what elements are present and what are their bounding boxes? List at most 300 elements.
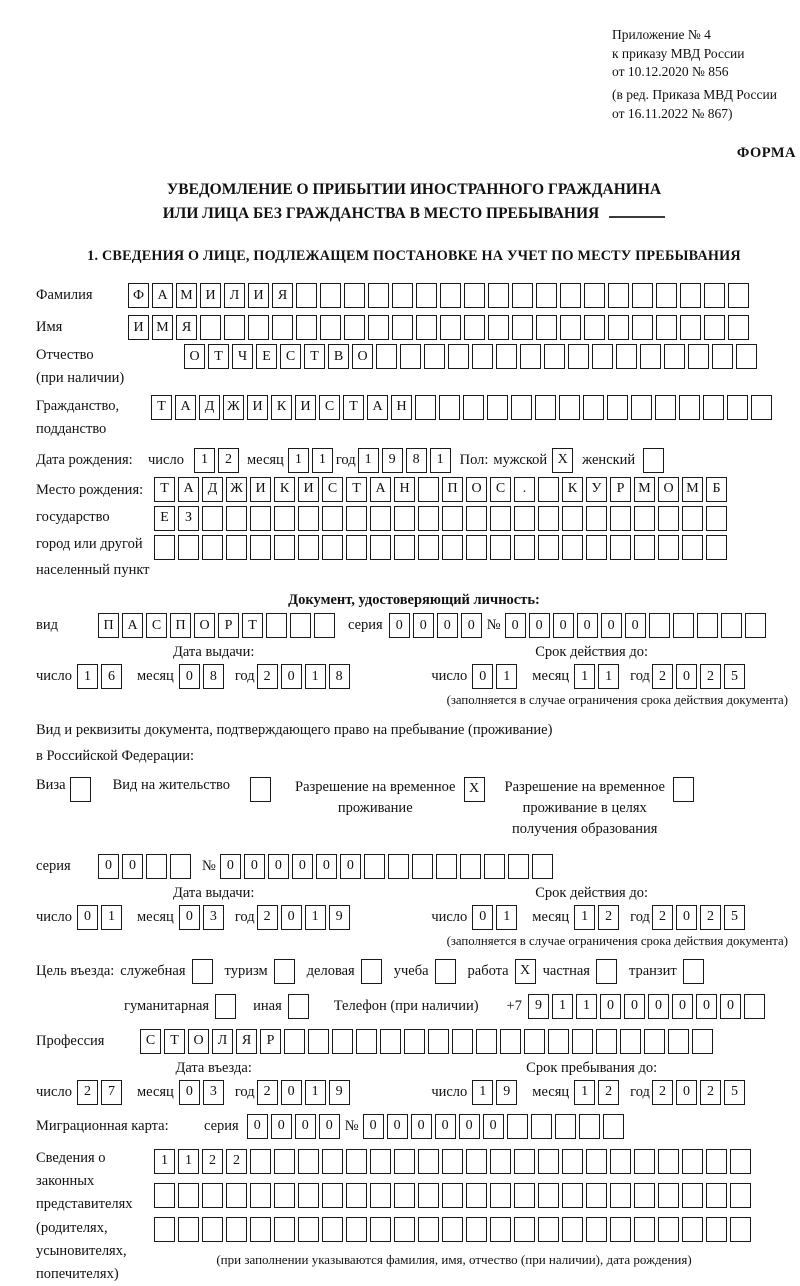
- form-cell[interactable]: [514, 535, 535, 560]
- form-cell[interactable]: 0: [179, 905, 200, 930]
- form-cell[interactable]: 2: [598, 1080, 619, 1105]
- form-cell[interactable]: [356, 1029, 377, 1054]
- form-cell[interactable]: [320, 283, 341, 308]
- form-cell[interactable]: [322, 1183, 343, 1208]
- form-cell[interactable]: 0: [363, 1114, 384, 1139]
- form-cell[interactable]: 0: [437, 613, 458, 638]
- form-cell[interactable]: 1: [154, 1149, 175, 1174]
- form-cell[interactable]: [680, 283, 701, 308]
- form-cell[interactable]: 3: [203, 905, 224, 930]
- form-cell[interactable]: [548, 1029, 569, 1054]
- form-cell[interactable]: 1: [496, 905, 517, 930]
- form-cell[interactable]: 1: [358, 448, 379, 473]
- form-cell[interactable]: 9: [382, 448, 403, 473]
- form-cell[interactable]: [514, 1149, 535, 1174]
- form-cell[interactable]: [288, 994, 309, 1019]
- form-cell[interactable]: 2: [257, 664, 278, 689]
- form-cell[interactable]: Т: [304, 344, 325, 369]
- form-cell[interactable]: [308, 1029, 329, 1054]
- form-cell[interactable]: [380, 1029, 401, 1054]
- form-cell[interactable]: Я: [236, 1029, 257, 1054]
- form-cell[interactable]: 0: [319, 1114, 340, 1139]
- form-cell[interactable]: 0: [295, 1114, 316, 1139]
- form-cell[interactable]: [170, 854, 191, 879]
- form-cell[interactable]: [680, 315, 701, 340]
- form-cell[interactable]: [466, 1183, 487, 1208]
- form-cell[interactable]: [632, 283, 653, 308]
- form-cell[interactable]: [656, 283, 677, 308]
- form-cell[interactable]: [250, 1217, 271, 1242]
- form-cell[interactable]: 0: [268, 854, 289, 879]
- form-cell[interactable]: [487, 395, 508, 420]
- form-cell[interactable]: [442, 535, 463, 560]
- form-cell[interactable]: [655, 395, 676, 420]
- form-cell[interactable]: К: [274, 477, 295, 502]
- form-cell[interactable]: [202, 506, 223, 531]
- form-cell[interactable]: [544, 344, 565, 369]
- form-cell[interactable]: [610, 1149, 631, 1174]
- form-cell[interactable]: [490, 1183, 511, 1208]
- form-cell[interactable]: 1: [305, 664, 326, 689]
- form-cell[interactable]: [418, 506, 439, 531]
- form-cell[interactable]: [608, 283, 629, 308]
- form-cell[interactable]: 0: [122, 854, 143, 879]
- form-cell[interactable]: [250, 1183, 271, 1208]
- form-cell[interactable]: [538, 1183, 559, 1208]
- form-cell[interactable]: [632, 315, 653, 340]
- form-cell[interactable]: [370, 1183, 391, 1208]
- form-cell[interactable]: 0: [483, 1114, 504, 1139]
- form-cell[interactable]: X: [464, 777, 485, 802]
- form-cell[interactable]: [435, 959, 456, 984]
- form-cell[interactable]: М: [152, 315, 173, 340]
- form-cell[interactable]: [692, 1029, 713, 1054]
- form-cell[interactable]: [520, 344, 541, 369]
- form-cell[interactable]: [658, 1183, 679, 1208]
- form-cell[interactable]: [226, 1183, 247, 1208]
- form-cell[interactable]: [679, 395, 700, 420]
- form-cell[interactable]: [658, 1217, 679, 1242]
- form-cell[interactable]: 2: [202, 1149, 223, 1174]
- form-cell[interactable]: 0: [292, 854, 313, 879]
- form-cell[interactable]: [586, 506, 607, 531]
- form-cell[interactable]: [649, 613, 670, 638]
- form-cell[interactable]: [250, 777, 271, 802]
- form-cell[interactable]: [532, 854, 553, 879]
- form-cell[interactable]: X: [552, 448, 573, 473]
- form-cell[interactable]: И: [247, 395, 268, 420]
- form-cell[interactable]: 0: [411, 1114, 432, 1139]
- form-cell[interactable]: [314, 613, 335, 638]
- form-cell[interactable]: [538, 535, 559, 560]
- form-cell[interactable]: 9: [329, 905, 350, 930]
- form-cell[interactable]: И: [295, 395, 316, 420]
- form-cell[interactable]: [464, 315, 485, 340]
- form-cell[interactable]: [274, 535, 295, 560]
- form-cell[interactable]: 2: [226, 1149, 247, 1174]
- form-cell[interactable]: [730, 1183, 751, 1208]
- form-cell[interactable]: [440, 315, 461, 340]
- form-cell[interactable]: 0: [435, 1114, 456, 1139]
- form-cell[interactable]: [298, 535, 319, 560]
- form-cell[interactable]: [616, 344, 637, 369]
- form-cell[interactable]: [560, 315, 581, 340]
- form-cell[interactable]: [514, 506, 535, 531]
- form-cell[interactable]: 0: [720, 994, 741, 1019]
- form-cell[interactable]: Т: [346, 477, 367, 502]
- form-cell[interactable]: 1: [288, 448, 309, 473]
- form-cell[interactable]: [442, 506, 463, 531]
- form-cell[interactable]: Ж: [226, 477, 247, 502]
- form-cell[interactable]: [394, 506, 415, 531]
- form-cell[interactable]: [727, 395, 748, 420]
- form-cell[interactable]: [418, 1217, 439, 1242]
- form-cell[interactable]: [631, 395, 652, 420]
- form-cell[interactable]: 0: [696, 994, 717, 1019]
- form-cell[interactable]: [607, 395, 628, 420]
- form-cell[interactable]: [682, 1183, 703, 1208]
- form-cell[interactable]: 2: [652, 905, 673, 930]
- form-cell[interactable]: Т: [154, 477, 175, 502]
- form-cell[interactable]: [346, 535, 367, 560]
- form-cell[interactable]: С: [146, 613, 167, 638]
- form-cell[interactable]: [586, 535, 607, 560]
- form-cell[interactable]: [514, 1183, 535, 1208]
- form-cell[interactable]: 0: [179, 1080, 200, 1105]
- form-cell[interactable]: [274, 1149, 295, 1174]
- form-cell[interactable]: [392, 283, 413, 308]
- form-cell[interactable]: 1: [312, 448, 333, 473]
- form-cell[interactable]: [368, 315, 389, 340]
- form-cell[interactable]: 0: [247, 1114, 268, 1139]
- form-cell[interactable]: 1: [576, 994, 597, 1019]
- form-cell[interactable]: П: [170, 613, 191, 638]
- form-cell[interactable]: [490, 1217, 511, 1242]
- form-cell[interactable]: Е: [154, 506, 175, 531]
- form-cell[interactable]: Р: [218, 613, 239, 638]
- form-cell[interactable]: [290, 613, 311, 638]
- form-cell[interactable]: 0: [340, 854, 361, 879]
- form-cell[interactable]: [682, 506, 703, 531]
- form-cell[interactable]: С: [280, 344, 301, 369]
- form-cell[interactable]: [596, 959, 617, 984]
- form-cell[interactable]: [418, 1149, 439, 1174]
- form-cell[interactable]: [298, 1183, 319, 1208]
- form-cell[interactable]: 5: [724, 1080, 745, 1105]
- form-cell[interactable]: 0: [281, 905, 302, 930]
- form-cell[interactable]: [682, 535, 703, 560]
- form-cell[interactable]: И: [250, 477, 271, 502]
- form-cell[interactable]: [610, 506, 631, 531]
- form-cell[interactable]: 0: [672, 994, 693, 1019]
- form-cell[interactable]: [507, 1114, 528, 1139]
- form-cell[interactable]: [586, 1149, 607, 1174]
- form-cell[interactable]: [70, 777, 91, 802]
- form-cell[interactable]: 0: [77, 905, 98, 930]
- form-cell[interactable]: [388, 854, 409, 879]
- form-cell[interactable]: [466, 1217, 487, 1242]
- form-cell[interactable]: [442, 1183, 463, 1208]
- form-cell[interactable]: 5: [724, 905, 745, 930]
- form-cell[interactable]: [620, 1029, 641, 1054]
- form-cell[interactable]: [472, 344, 493, 369]
- form-cell[interactable]: [154, 535, 175, 560]
- form-cell[interactable]: [250, 535, 271, 560]
- form-cell[interactable]: [364, 854, 385, 879]
- form-cell[interactable]: [224, 315, 245, 340]
- form-cell[interactable]: М: [682, 477, 703, 502]
- form-cell[interactable]: [511, 395, 532, 420]
- form-cell[interactable]: О: [352, 344, 373, 369]
- form-cell[interactable]: З: [178, 506, 199, 531]
- form-cell[interactable]: 6: [101, 664, 122, 689]
- form-cell[interactable]: А: [122, 613, 143, 638]
- form-cell[interactable]: 0: [244, 854, 265, 879]
- form-cell[interactable]: [466, 1149, 487, 1174]
- form-cell[interactable]: [202, 1217, 223, 1242]
- form-cell[interactable]: Б: [706, 477, 727, 502]
- form-cell[interactable]: [706, 535, 727, 560]
- form-cell[interactable]: [562, 1217, 583, 1242]
- form-cell[interactable]: [538, 1149, 559, 1174]
- form-cell[interactable]: [683, 959, 704, 984]
- form-cell[interactable]: [562, 535, 583, 560]
- form-cell[interactable]: [706, 1217, 727, 1242]
- form-cell[interactable]: 9: [329, 1080, 350, 1105]
- form-cell[interactable]: 1: [574, 664, 595, 689]
- form-cell[interactable]: .: [514, 477, 535, 502]
- form-cell[interactable]: [736, 344, 757, 369]
- form-cell[interactable]: [466, 535, 487, 560]
- form-cell[interactable]: 1: [552, 994, 573, 1019]
- form-cell[interactable]: [250, 506, 271, 531]
- form-cell[interactable]: [370, 1149, 391, 1174]
- form-cell[interactable]: С: [490, 477, 511, 502]
- form-cell[interactable]: [634, 1183, 655, 1208]
- form-cell[interactable]: [490, 506, 511, 531]
- form-cell[interactable]: 0: [413, 613, 434, 638]
- form-cell[interactable]: 1: [101, 905, 122, 930]
- form-cell[interactable]: [538, 506, 559, 531]
- form-cell[interactable]: 0: [529, 613, 550, 638]
- form-cell[interactable]: [464, 283, 485, 308]
- form-cell[interactable]: [322, 1217, 343, 1242]
- form-cell[interactable]: [673, 777, 694, 802]
- form-cell[interactable]: [322, 1149, 343, 1174]
- form-cell[interactable]: [712, 344, 733, 369]
- form-cell[interactable]: [400, 344, 421, 369]
- form-cell[interactable]: [370, 1217, 391, 1242]
- form-cell[interactable]: [634, 1149, 655, 1174]
- form-cell[interactable]: 2: [700, 1080, 721, 1105]
- form-cell[interactable]: 0: [625, 613, 646, 638]
- form-cell[interactable]: [535, 395, 556, 420]
- form-cell[interactable]: 0: [98, 854, 119, 879]
- form-cell[interactable]: [562, 1183, 583, 1208]
- form-cell[interactable]: [500, 1029, 521, 1054]
- form-cell[interactable]: 8: [406, 448, 427, 473]
- form-cell[interactable]: [704, 315, 725, 340]
- form-cell[interactable]: [658, 535, 679, 560]
- form-cell[interactable]: 2: [218, 448, 239, 473]
- form-cell[interactable]: [610, 1183, 631, 1208]
- form-cell[interactable]: [538, 477, 559, 502]
- form-cell[interactable]: [439, 395, 460, 420]
- form-cell[interactable]: 0: [281, 1080, 302, 1105]
- form-cell[interactable]: [682, 1149, 703, 1174]
- form-cell[interactable]: [682, 1217, 703, 1242]
- form-cell[interactable]: [603, 1114, 624, 1139]
- form-cell[interactable]: [514, 1217, 535, 1242]
- form-cell[interactable]: [412, 854, 433, 879]
- form-cell[interactable]: [568, 344, 589, 369]
- form-cell[interactable]: [586, 1183, 607, 1208]
- form-cell[interactable]: [697, 613, 718, 638]
- form-cell[interactable]: 1: [305, 1080, 326, 1105]
- form-cell[interactable]: 8: [203, 664, 224, 689]
- form-cell[interactable]: 0: [577, 613, 598, 638]
- form-cell[interactable]: [592, 344, 613, 369]
- form-cell[interactable]: Ж: [223, 395, 244, 420]
- form-cell[interactable]: [559, 395, 580, 420]
- form-cell[interactable]: [392, 315, 413, 340]
- form-cell[interactable]: 0: [387, 1114, 408, 1139]
- form-cell[interactable]: У: [586, 477, 607, 502]
- form-cell[interactable]: [658, 506, 679, 531]
- form-cell[interactable]: Р: [260, 1029, 281, 1054]
- form-cell[interactable]: И: [298, 477, 319, 502]
- form-cell[interactable]: 7: [101, 1080, 122, 1105]
- form-cell[interactable]: 0: [220, 854, 241, 879]
- form-cell[interactable]: Т: [164, 1029, 185, 1054]
- form-cell[interactable]: 0: [271, 1114, 292, 1139]
- form-cell[interactable]: [610, 535, 631, 560]
- form-cell[interactable]: О: [658, 477, 679, 502]
- form-cell[interactable]: [296, 283, 317, 308]
- form-cell[interactable]: [248, 315, 269, 340]
- form-cell[interactable]: [703, 395, 724, 420]
- form-cell[interactable]: [460, 854, 481, 879]
- form-cell[interactable]: [322, 506, 343, 531]
- form-cell[interactable]: Д: [202, 477, 223, 502]
- form-cell[interactable]: [706, 506, 727, 531]
- form-cell[interactable]: 0: [676, 664, 697, 689]
- form-cell[interactable]: [428, 1029, 449, 1054]
- form-cell[interactable]: [298, 506, 319, 531]
- form-cell[interactable]: А: [152, 283, 173, 308]
- form-cell[interactable]: М: [634, 477, 655, 502]
- form-cell[interactable]: [272, 315, 293, 340]
- form-cell[interactable]: В: [328, 344, 349, 369]
- form-cell[interactable]: [610, 1217, 631, 1242]
- form-cell[interactable]: А: [367, 395, 388, 420]
- form-cell[interactable]: [656, 315, 677, 340]
- form-cell[interactable]: Н: [391, 395, 412, 420]
- form-cell[interactable]: [368, 283, 389, 308]
- form-cell[interactable]: [721, 613, 742, 638]
- form-cell[interactable]: 2: [257, 1080, 278, 1105]
- form-cell[interactable]: 9: [528, 994, 549, 1019]
- form-cell[interactable]: [562, 506, 583, 531]
- form-cell[interactable]: [608, 315, 629, 340]
- form-cell[interactable]: [274, 506, 295, 531]
- form-cell[interactable]: [476, 1029, 497, 1054]
- form-cell[interactable]: Л: [224, 283, 245, 308]
- form-cell[interactable]: [344, 315, 365, 340]
- form-cell[interactable]: [416, 315, 437, 340]
- form-cell[interactable]: Р: [610, 477, 631, 502]
- form-cell[interactable]: [536, 283, 557, 308]
- form-cell[interactable]: С: [322, 477, 343, 502]
- form-cell[interactable]: [745, 613, 766, 638]
- form-cell[interactable]: 0: [553, 613, 574, 638]
- form-cell[interactable]: [322, 535, 343, 560]
- form-cell[interactable]: И: [200, 283, 221, 308]
- form-cell[interactable]: 0: [472, 905, 493, 930]
- form-cell[interactable]: [192, 959, 213, 984]
- form-cell[interactable]: [452, 1029, 473, 1054]
- form-cell[interactable]: 1: [77, 664, 98, 689]
- form-cell[interactable]: [640, 344, 661, 369]
- form-cell[interactable]: [202, 535, 223, 560]
- form-cell[interactable]: О: [466, 477, 487, 502]
- form-cell[interactable]: [524, 1029, 545, 1054]
- form-cell[interactable]: 0: [281, 664, 302, 689]
- form-cell[interactable]: 2: [77, 1080, 98, 1105]
- form-cell[interactable]: [178, 1183, 199, 1208]
- form-cell[interactable]: [370, 535, 391, 560]
- form-cell[interactable]: [418, 535, 439, 560]
- form-cell[interactable]: [484, 854, 505, 879]
- form-cell[interactable]: 2: [652, 1080, 673, 1105]
- form-cell[interactable]: 9: [496, 1080, 517, 1105]
- form-cell[interactable]: 1: [305, 905, 326, 930]
- form-cell[interactable]: [274, 1217, 295, 1242]
- form-cell[interactable]: [415, 395, 436, 420]
- form-cell[interactable]: Е: [256, 344, 277, 369]
- form-cell[interactable]: [728, 283, 749, 308]
- form-cell[interactable]: [562, 1149, 583, 1174]
- form-cell[interactable]: [200, 315, 221, 340]
- form-cell[interactable]: 2: [700, 664, 721, 689]
- form-cell[interactable]: [215, 994, 236, 1019]
- form-cell[interactable]: [555, 1114, 576, 1139]
- form-cell[interactable]: 0: [676, 1080, 697, 1105]
- form-cell[interactable]: [442, 1149, 463, 1174]
- form-cell[interactable]: [418, 477, 439, 502]
- form-cell[interactable]: [634, 1217, 655, 1242]
- form-cell[interactable]: П: [442, 477, 463, 502]
- form-cell[interactable]: [730, 1217, 751, 1242]
- form-cell[interactable]: [320, 315, 341, 340]
- form-cell[interactable]: 1: [178, 1149, 199, 1174]
- form-cell[interactable]: [728, 315, 749, 340]
- form-cell[interactable]: 0: [179, 664, 200, 689]
- form-cell[interactable]: [644, 1029, 665, 1054]
- form-cell[interactable]: О: [194, 613, 215, 638]
- form-cell[interactable]: 1: [472, 1080, 493, 1105]
- form-cell[interactable]: [531, 1114, 552, 1139]
- form-cell[interactable]: С: [319, 395, 340, 420]
- form-cell[interactable]: [583, 395, 604, 420]
- form-cell[interactable]: 0: [461, 613, 482, 638]
- form-cell[interactable]: [586, 1217, 607, 1242]
- form-cell[interactable]: [266, 613, 287, 638]
- form-cell[interactable]: [634, 535, 655, 560]
- form-cell[interactable]: [704, 283, 725, 308]
- form-cell[interactable]: [536, 315, 557, 340]
- form-cell[interactable]: [442, 1217, 463, 1242]
